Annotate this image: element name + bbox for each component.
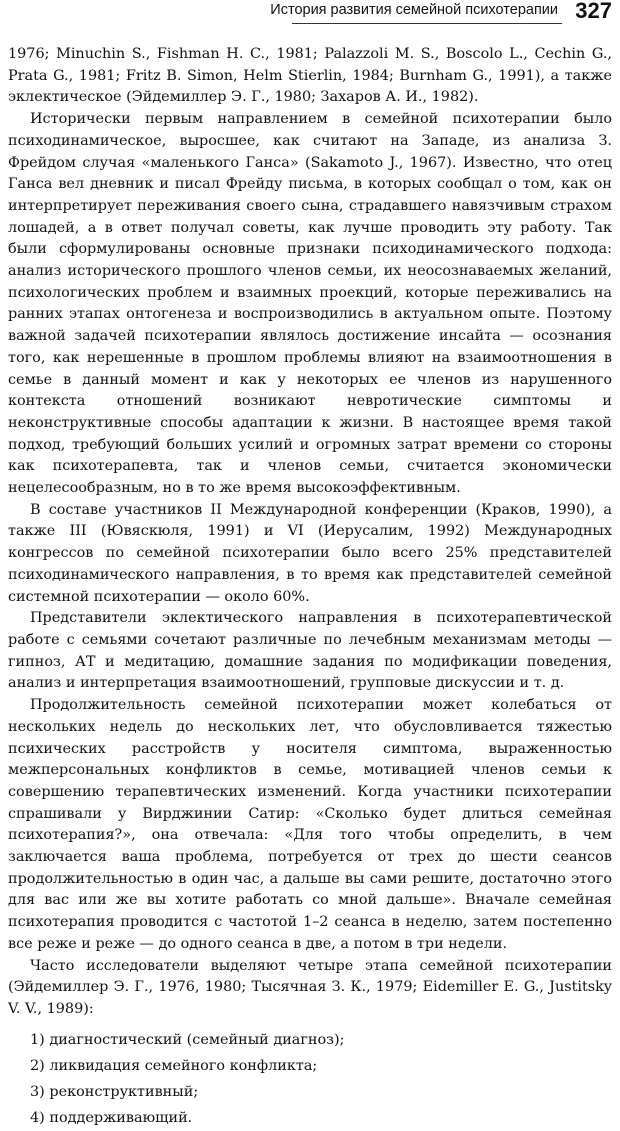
paragraph-eclectic: Представители эклектического направления в психотерапевтической работе с семьями сочетают различные по лечебным механизмам методы — гипноз, АТ и медитацию, домашние задания по модификации поведения, анализ и интерпретация взаимоотношений, групповые дискуссии и т. д.	[8, 610, 612, 692]
list-item	[8, 1053, 612, 1079]
list-item	[8, 1027, 612, 1053]
running-header	[0, 0, 620, 26]
list-item	[8, 1079, 612, 1105]
header-rule	[292, 23, 562, 24]
page-body	[8, 44, 612, 1131]
list-item-number: 2)	[30, 1057, 45, 1074]
stages-list	[8, 1027, 612, 1131]
paragraph-continuation: 1976; Minuchin S., Fishman H. C., 1981; Palazzoli M. S., Boscolo L., Cechin G., Prata G., 1981; Fritz B. Simon, Helm Stierlin, 1984; Burnham G., 1991), а также эклектическое (Эйдемиллер Э. Г., 1980; Захаров А. И., 1982).	[8, 46, 612, 106]
list-item-text: ликвидация семейного конфликта;	[49, 1057, 318, 1074]
list-item	[8, 1105, 612, 1131]
list-item-number: 4)	[30, 1109, 45, 1126]
list-item-number: 1)	[30, 1031, 45, 1048]
list-item-text: поддерживающий.	[49, 1109, 193, 1126]
paragraph-congress-participants: В составе участников II Международной конференции (Краков, 1990), а также III (Ювяскюля, 1991) и VI (Иерусалим, 1992) Международных конгрессов по семейной психотерапии было всего 25% представителей психодинамического направления, в то время как представителей семейной системной психотерапии — около 60%.	[8, 501, 612, 605]
paragraph-stages-intro: Часто исследователи выделяют четыре этапа семейной психотерапии (Эйдемиллер Э. Г., 1976, 1980; Тысячная З. К., 1979; Eidemiller E. G., Justitsky V. V., 1989):	[8, 957, 612, 1017]
list-item-text: реконструктивный;	[49, 1083, 199, 1100]
list-item-text: диагностический (семейный диагноз);	[49, 1031, 345, 1048]
page-number: 327	[575, 0, 612, 23]
running-header-title: История развития семейной психотерапии	[270, 2, 558, 18]
paragraph-psychodynamic: Исторически первым направлением в семейной психотерапии было психодинамическое, выросшее, как считают на Западе, из анализа З. Фрейдом случая «маленького Ганса» (Sakamoto J., 1967). Известно, что отец Ганса вел дневник и писал Фрейду письма, в которых сообщал о том, как он интерпретирует переживания своего сына, страдавшего навязчивым страхом лошадей, а в ответ получал советы, как лучше проводить эту работу. Так были сформулированы основные признаки психодинамического подхода: анализ исторического прошлого членов семьи, их неосознаваемых желаний, психологических проблем и взаимных проекций, которые переживались на ранних этапах онтогенеза и воспроизводились в актуальном опыте. Поэтому важной задачей психотерапии являлось достижение инсайта — осознания того, как нерешенные в прошлом проблемы влияют на взаимоотношения в семье в данный момент и как у некоторых ее членов из нарушенного контекста отношений возникают невротические симптомы и неконструктивные способы адаптации к жизни. В настоящее время такой подход, требующий больших усилий и огромных затрат времени со стороны как психотерапевта, так и членов семьи, считается экономически нецелесообразным, но в то же время высокоэффективным.	[8, 111, 612, 497]
paragraph-duration: Продолжительность семейной психотерапии может колебаться от нескольких недель до нескольких лет, что обусловливается тяжестью психических расстройств у носителя симптома, выраженностью межперсональных конфликтов в семье, мотивацией членов семьи к совершению терапевтических изменений. Когда участники психотерапии спрашивали у Вирджинии Сатир: «Сколько будет длиться семейная психотерапия?», она отвечала: «Для того чтобы определить, в чем заключается ваша проблема, потребуется от трех до шести сеансов продолжительностью в один час, а дальше вы сами решите, достаточно этого для вас или же вы хотите работать со мной дальше». Вначале семейная психотерапия проводится с частотой 1–2 сеанса в неделю, затем постепенно все реже и реже — до одного сеанса в две, а потом в три недели.	[8, 697, 612, 952]
list-item-number: 3)	[30, 1083, 45, 1100]
